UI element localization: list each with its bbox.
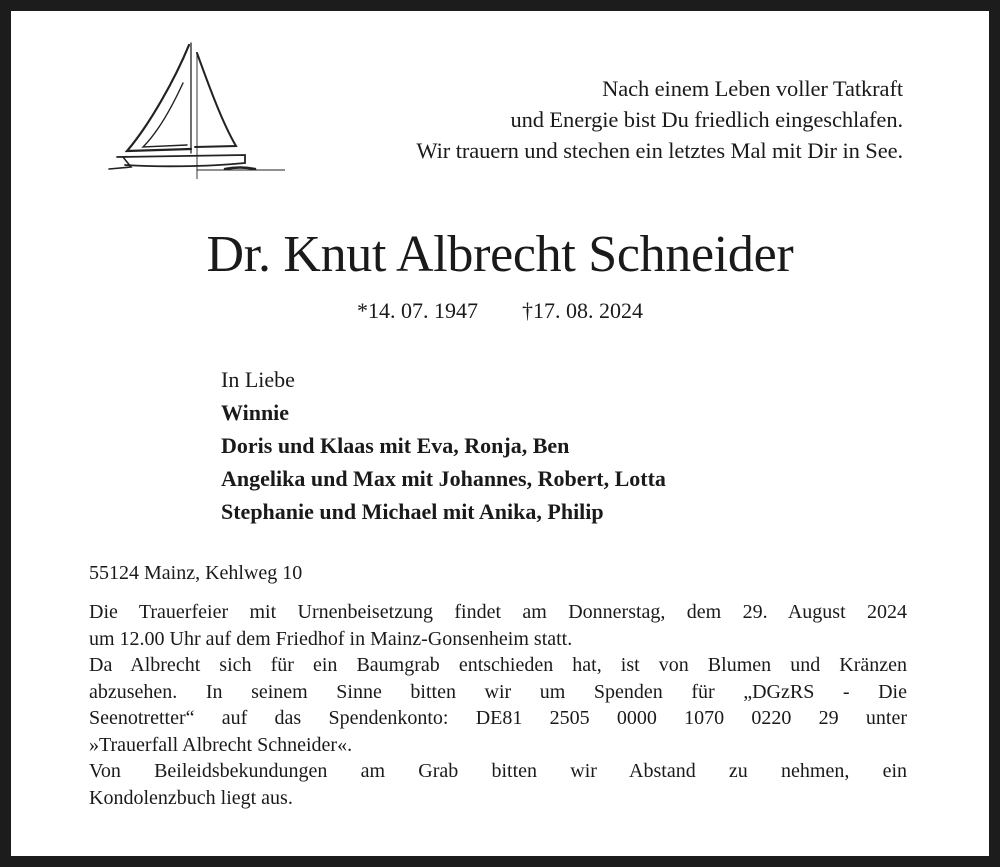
birth-date: *14. 07. 1947	[357, 298, 478, 323]
mourner-line: Stephanie und Michael mit Anika, Philip	[221, 499, 604, 524]
text-line: um 12.00 Uhr auf dem Friedhof in Mainz-Gonsenheim statt.	[89, 627, 573, 650]
text-line: Von Beileidsbekundungen am Grab bitten wir Abstand zu nehmen, ein	[89, 760, 907, 782]
life-dates	[11, 297, 989, 325]
motto-verse	[416, 73, 903, 166]
motto-line: Wir trauern und stechen ein letztes Mal mit Dir in See.	[416, 138, 903, 163]
death-date: †17. 08. 2024	[522, 298, 643, 323]
deceased-name: Dr. Knut Albrecht Schneider	[206, 226, 794, 283]
mourner-line: Angelika und Max mit Johannes, Robert, Lotta	[221, 466, 666, 491]
mourner-line: Winnie	[221, 400, 290, 425]
family-address: 55124 Mainz, Kehlweg 10	[89, 562, 303, 584]
motto-line: und Energie bist Du friedlich eingeschlafen.	[510, 107, 903, 132]
mourners-block	[221, 363, 666, 528]
donation-paragraph	[89, 652, 907, 758]
mourner-line: Doris und Klaas mit Eva, Ronja, Ben	[221, 433, 570, 458]
obituary-notice	[11, 11, 989, 856]
text-line: »Trauerfall Albrecht Schneider«.	[89, 733, 353, 756]
text-line: Seenotretter“ auf das Spendenkonto: DE81 2505 0000 1070 0220 29 unter	[89, 707, 907, 729]
notice-body	[89, 599, 907, 811]
text-line: Die Trauerfeier mit Urnenbeisetzung findet am Donnerstag, dem 29. August 2024	[89, 601, 907, 623]
text-line: Kondolenzbuch liegt aus.	[89, 786, 293, 809]
text-line: abzusehen. In seinem Sinne bitten wir um Spenden für „DGzRS - Die	[89, 680, 907, 703]
condolence-paragraph	[89, 758, 907, 811]
funeral-paragraph	[89, 599, 907, 652]
text-line: Da Albrecht sich für ein Baumgrab entschieden hat, ist von Blumen und Kränzen	[89, 654, 907, 676]
motto-line: Nach einem Leben voller Tatkraft	[602, 76, 903, 101]
mourners-intro: In Liebe	[221, 367, 295, 392]
sailboat-icon	[95, 29, 285, 179]
